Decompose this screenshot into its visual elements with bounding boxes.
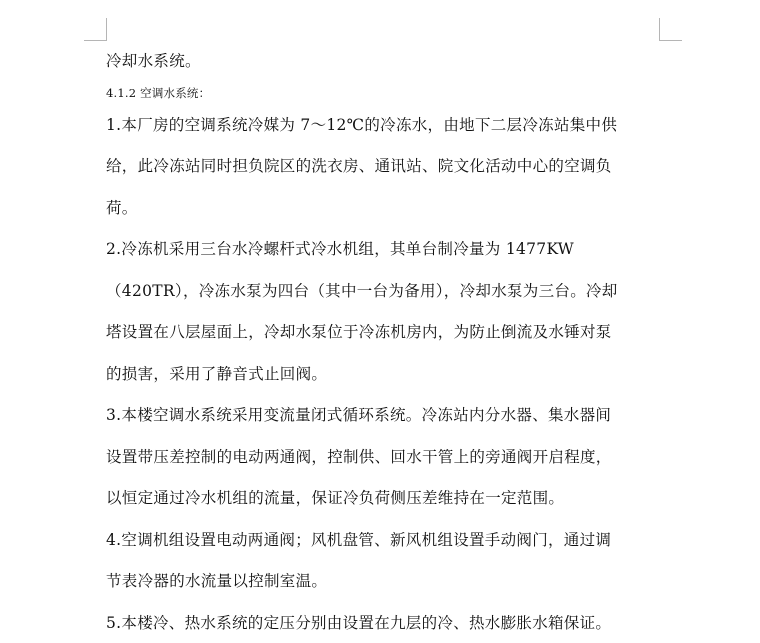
section-heading: 4.1.2 空调水系统： [106,86,211,100]
crop-mark-right [659,18,682,41]
paragraph-5-line-1: 5.本楼冷、热水系统的定压分别由设置在九层的冷、热水膨胀水箱保证。 [106,614,612,632]
paragraph-2-line-2: （420TR），冷冻水泵为四台（其中一台为备用），冷却水泵为三台。冷却 [106,282,618,300]
paragraph-3-line-3: 以恒定通过冷水机组的流量，保证冷负荷侧压差维持在一定范围。 [106,489,565,507]
paragraph-1-line-2: 给，此冷冻站同时担负院区的洗衣房、通讯站、院文化活动中心的空调负 [106,157,612,175]
paragraph-2-line-4: 的损害，采用了静音式止回阀。 [106,365,328,383]
paragraph-3-line-2: 设置带压差控制的电动两通阀，控制供、回水干管上的旁通阀开启程度， [106,448,612,466]
paragraph-4-line-1: 4.空调机组设置电动两通阀；风机盘管、新风机组设置手动阀门，通过调 [106,531,612,549]
paragraph-2-line-1: 2.冷冻机采用三台水冷螺杆式冷水机组，其单台制冷量为 1477KW [106,240,575,258]
paragraph-1-line-3: 荷。 [106,199,138,217]
paragraph-3-line-1: 3.本楼空调水系统采用变流量闭式循环系统。冷冻站内分水器、集水器间 [106,406,612,424]
crop-mark-left [84,18,107,41]
paragraph-2-line-3: 塔设置在八层屋面上，冷却水泵位于冷冻机房内，为防止倒流及水锤对泵 [106,323,612,341]
text-line: 冷却水系统。 [106,52,201,70]
paragraph-4-line-2: 节表冷器的水流量以控制室温。 [106,572,328,590]
paragraph-1-line-1: 1.本厂房的空调系统冷媒为 7～12℃的冷冻水，由地下二层冷冻站集中供 [106,116,618,134]
